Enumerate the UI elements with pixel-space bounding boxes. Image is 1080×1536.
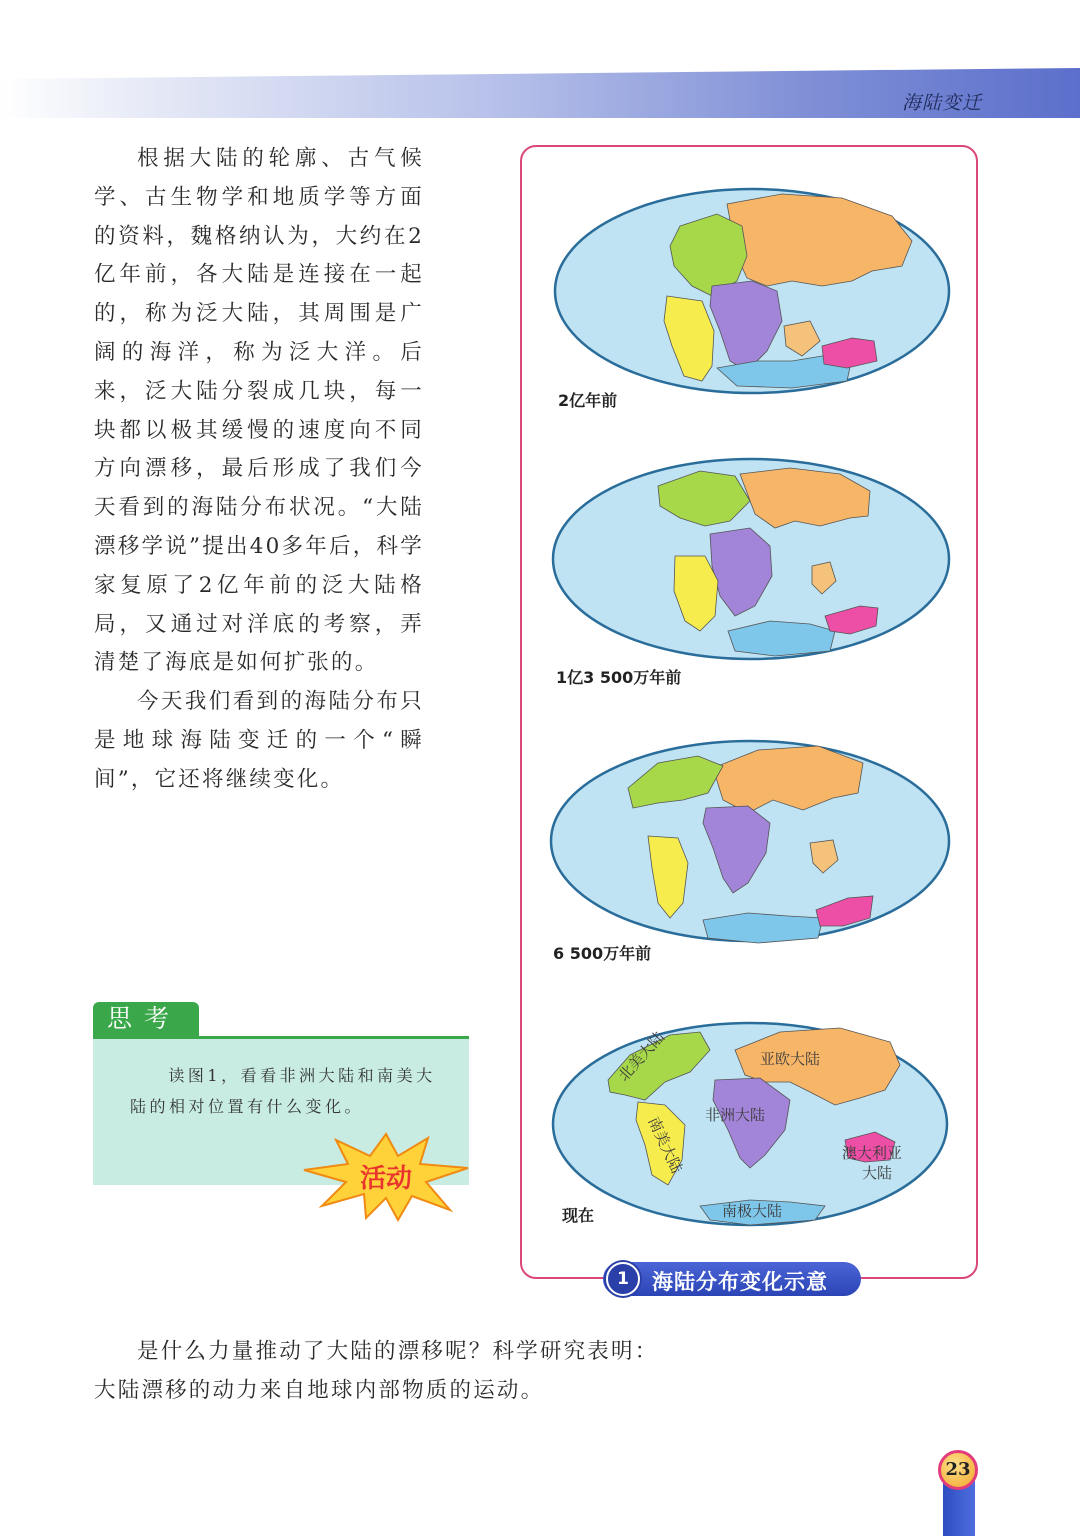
north-america-label: 北美大陆 — [614, 1028, 669, 1085]
paragraph-2: 今天我们看到的海陆分布只是地球海陆变迁的一个“瞬间”，它还将继续变化。 — [94, 689, 424, 792]
paragraph-3: 是什么力量推动了大陆的漂移呢？科学研究表明：大陆漂移的动力来自地球内部物质的运动。 — [94, 1339, 659, 1403]
figure-number: 1 — [606, 1262, 640, 1296]
map-135-million — [550, 456, 952, 662]
figure-caption-text: 海陆分布变化示意 — [652, 1270, 828, 1294]
australia-label-line2: 大陆 — [862, 1164, 893, 1182]
map-label: 1亿3 500万年前 — [556, 668, 682, 687]
map-label: 6 500万年前 — [553, 944, 652, 963]
body-text — [94, 140, 424, 800]
australia-label-line1: 澳大利亚 — [842, 1144, 903, 1162]
bottom-text — [94, 1332, 674, 1410]
map-label: 2亿年前 — [558, 391, 618, 410]
paragraph-1: 根据大陆的轮廓、古气候学、古生物学和地质学等方面的资料，魏格纳认为，大约在2亿年前，各大陆是连接在一起的，称为泛大陆，其周围是广阔的海洋，称为泛大洋。后来，泛大陆分裂成几块，每一块都以极其缓慢的速度向不同方向漂移，最后形成了我们今天看到的海陆分布状况。“大陆漂移学说”提出40多年后，科学家复原了2亿年前的泛大陆格局，又通过对洋底的考察，弄清楚了海底是如何扩张的。 — [94, 146, 424, 676]
eurasia-label: 亚欧大陆 — [760, 1050, 821, 1068]
page-number: 23 — [938, 1450, 978, 1490]
map-200-million — [552, 186, 952, 396]
think-question: 读图1，看看非洲大陆和南美大陆的相对位置有什么变化。 — [130, 1066, 436, 1116]
antarctica-label: 南极大陆 — [722, 1202, 783, 1220]
map-65-million — [548, 738, 952, 944]
activity-burst-icon — [300, 1130, 472, 1222]
think-title: 思考 — [93, 1002, 199, 1036]
map-present — [550, 1020, 950, 1228]
activity-label: 活动 — [359, 1164, 413, 1194]
south-america-label: 南美大陆 — [644, 1114, 687, 1177]
antarctica-shape — [703, 913, 823, 943]
africa-label: 非洲大陆 — [705, 1106, 766, 1124]
map-label: 现在 — [562, 1206, 595, 1225]
section-title: 海陆变迁 — [901, 92, 982, 114]
